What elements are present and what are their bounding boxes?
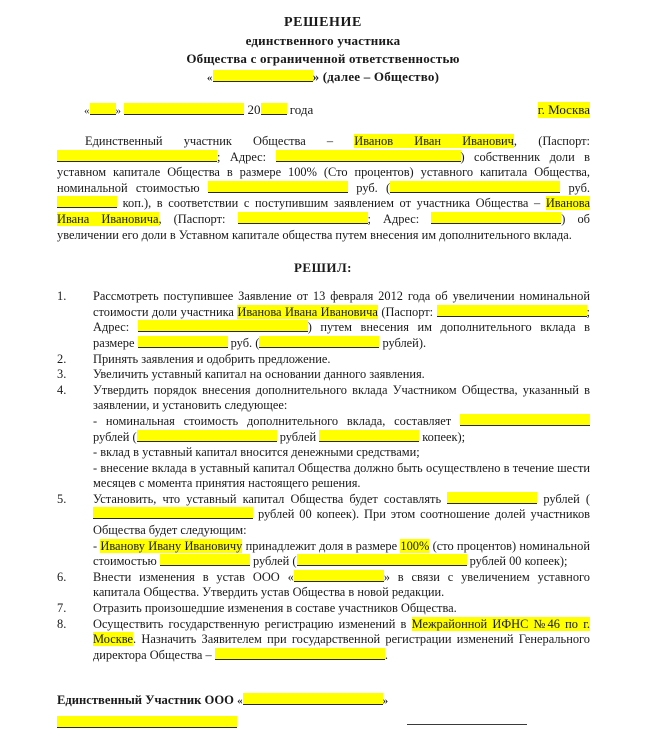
day-blank[interactable]	[90, 103, 116, 115]
item-text: Увеличить уставный капитал на основании данного заявления.	[93, 367, 425, 382]
address-blank-1[interactable]	[276, 150, 461, 162]
item-text: Отразить произошедшие изменения в составе участников Общества.	[93, 601, 457, 616]
list-item-1	[57, 289, 590, 351]
preamble-text-i: ; Адрес:	[367, 211, 432, 226]
item1-amount-words-blank[interactable]	[259, 336, 379, 348]
signature-lines-row	[57, 716, 590, 736]
item5-percent: 100%	[400, 538, 430, 553]
item8-text-a: Осуществить государственную регистрацию изменений в	[93, 616, 412, 631]
signature-company-blank[interactable]	[243, 693, 383, 705]
item1-text-d: ) путем внесения им дополнительного вклада в размере	[93, 320, 590, 350]
address-blank-2[interactable]	[431, 212, 561, 224]
item1-passport-blank[interactable]	[437, 305, 587, 317]
preamble-text-a: Единственный участник Общества –	[85, 134, 355, 148]
item-text	[93, 617, 590, 664]
item-text	[93, 570, 590, 601]
kopeks-blank-1[interactable]	[57, 196, 117, 208]
item4-nominal-words-blank[interactable]	[137, 430, 277, 442]
item4-sub1-text-c: рублей	[276, 429, 320, 444]
document-title-block	[0, 0, 646, 87]
signature-quote-open: «	[237, 695, 243, 708]
item4-nominal-blank[interactable]	[460, 414, 590, 426]
item5-text-c: рублей 00 копеек). При этом соотношение долей участников Общества будет следующим:	[93, 507, 590, 538]
title-line-subtitle: единственного участника	[245, 33, 401, 48]
item5-capital-blank[interactable]	[447, 492, 537, 504]
item4-kopeks-blank[interactable]	[319, 430, 419, 442]
item4-sub1-text-a: - номинальная стоимость дополнительного вклада, составляет	[93, 413, 460, 428]
item5-sub-text-c: (сто процентов) номинальной стоимостью	[93, 538, 590, 569]
item5-sub-1	[93, 539, 590, 570]
date-quote-close: »	[115, 105, 121, 117]
item5-text-b: рублей (	[537, 491, 590, 506]
item6-text-a: Внести изменения в устав ООО «	[93, 569, 294, 584]
item5-person: Иванову Ивану Ивановичу	[100, 538, 243, 553]
item1-amount-blank[interactable]	[138, 336, 228, 348]
item5-sub-text-b: принадлежит доля в размере	[242, 538, 401, 553]
signature-label-row	[57, 693, 590, 708]
item1-address-blank[interactable]	[138, 320, 308, 332]
item6-text-b: » в связи с увеличением уставного капитала Общества. Утвердить устав Общества в новой редакции.	[93, 569, 590, 600]
signature-block	[0, 693, 646, 736]
item-number: 1.	[57, 289, 67, 304]
resolution-list	[57, 289, 590, 663]
item8-text-c: .	[384, 647, 388, 662]
list-item-3	[57, 367, 590, 383]
company-name-blank[interactable]	[213, 70, 313, 82]
item1-text-b: (Паспорт:	[377, 304, 437, 319]
signature-name-blank[interactable]	[57, 716, 237, 728]
preamble-text-b: , (Паспорт:	[513, 134, 590, 148]
item-number: 2.	[57, 351, 67, 366]
list-item-8	[57, 617, 590, 664]
quote-open: «	[206, 72, 213, 84]
item-text: Утвердить порядок внесения дополнительного вклада Участником Общества, указанный в заявлении, и установить следующее:	[93, 382, 590, 413]
year-prefix: 20	[247, 102, 261, 117]
preamble-text-d: ) собственник доли в уставном капитале Общества в размере 100% (Сто процентов) уставного капитала Общества, номинальной стоимостью	[57, 149, 590, 195]
item5-capital-words-blank[interactable]	[93, 507, 253, 519]
preamble-participant-name: Иванов Иван Иванович	[354, 134, 514, 148]
item5-text-a: Установить, что уставный капитал Общества будет составлять	[93, 491, 448, 506]
item-number: 5.	[57, 491, 67, 506]
nominal-value-words-blank[interactable]	[390, 181, 560, 193]
item5-sub-dash: -	[93, 538, 101, 553]
item1-person: Иванова Ивана Ивановича	[237, 304, 378, 319]
item-number: 6.	[57, 569, 67, 584]
item4-sub-1	[93, 414, 590, 445]
item-number: 7.	[57, 601, 67, 616]
item4-sub-3: - внесение вклада в уставный капитал Общества должно быть осуществлено в течение шести месяцев с момента принятия настоящего решения.	[93, 460, 590, 491]
item-number: 4.	[57, 382, 67, 397]
item-text: Принять заявления и одобрить предложение.	[93, 351, 331, 366]
item8-text-b: . Назначить Заявителем при государственной регистрации изменений Генерального директора Общества –	[93, 632, 590, 662]
passport-blank-2[interactable]	[238, 212, 368, 224]
title-line-entity-type: Общества с ограниченной ответственностью	[186, 51, 460, 66]
preamble-text-c: ; Адрес:	[217, 149, 276, 164]
resolved-heading: РЕШИЛ:	[293, 260, 352, 276]
month-blank[interactable]	[124, 103, 244, 115]
preamble-text-j: ) об увеличении его доли в Уставном капитале общества путем внесения им дополнительного вклада.	[57, 211, 590, 242]
city-label: г. Москва	[537, 102, 590, 117]
nominal-value-blank-1[interactable]	[208, 181, 348, 193]
preamble-paragraph	[57, 134, 590, 243]
item8-tax-authority: Межрайонной ИФНС №46 по г. Москве	[93, 616, 590, 647]
item5-share-nominal-blank[interactable]	[160, 554, 250, 566]
item-text	[93, 289, 590, 351]
preamble-text-g: коп.), в соответствии с поступившим заявлением от участника Общества –	[117, 196, 546, 211]
date-city-row	[0, 102, 646, 121]
signature-label: Единственный Участник ООО	[57, 693, 238, 708]
item-number: 3.	[57, 367, 67, 382]
list-item-6	[57, 570, 590, 601]
preamble-participant-name-2: Иванова Ивана Ивановича	[57, 196, 590, 226]
list-item-4	[57, 383, 590, 492]
preamble-text-h: , (Паспорт:	[158, 211, 238, 226]
year-suffix: года	[289, 102, 314, 117]
passport-blank-1[interactable]	[57, 150, 217, 162]
item4-sub1-text-d: копеек);	[419, 429, 466, 444]
item5-share-nominal-words-blank[interactable]	[297, 554, 467, 566]
list-item-5	[57, 492, 590, 570]
title-line-company-name	[0, 68, 646, 87]
item4-sub1-text-b: рублей (	[93, 429, 137, 444]
item4-sub-2: - вклад в уставный капитал вносится денежными средствами;	[93, 445, 420, 460]
preamble-text-e: руб. (	[347, 180, 391, 195]
item-text	[93, 492, 590, 539]
item5-sub-text-e: рублей 00 копеек);	[466, 554, 568, 569]
date-quote-open: «	[84, 105, 90, 117]
item-number: 8.	[57, 616, 67, 631]
list-item-7	[57, 601, 590, 617]
date-field	[84, 102, 313, 118]
item6-company-blank[interactable]	[294, 570, 384, 582]
signature-quote-close: »	[382, 695, 389, 708]
item8-director-blank[interactable]	[215, 648, 385, 660]
signature-stroke-line[interactable]	[407, 724, 527, 725]
item1-text-f: рублей).	[379, 335, 427, 350]
item1-text-a: Рассмотреть поступившее Заявление от 13 февраля 2012 года об увеличении номинальной стоимости доли участника	[93, 289, 590, 319]
resolution-items-area	[0, 289, 646, 663]
title-line-reshenie: РЕШЕНИЕ	[284, 15, 362, 30]
preamble-text-f: руб.	[560, 180, 590, 195]
title-line-company-suffix: » (далее – Общество)	[312, 69, 440, 84]
preamble-area	[0, 134, 646, 243]
list-item-2	[57, 352, 590, 368]
item1-text-e: руб. (	[227, 335, 260, 350]
item1-text-c: ; Адрес:	[93, 304, 590, 335]
year-blank[interactable]	[261, 103, 287, 115]
item5-sub-text-d: рублей (	[249, 554, 297, 569]
